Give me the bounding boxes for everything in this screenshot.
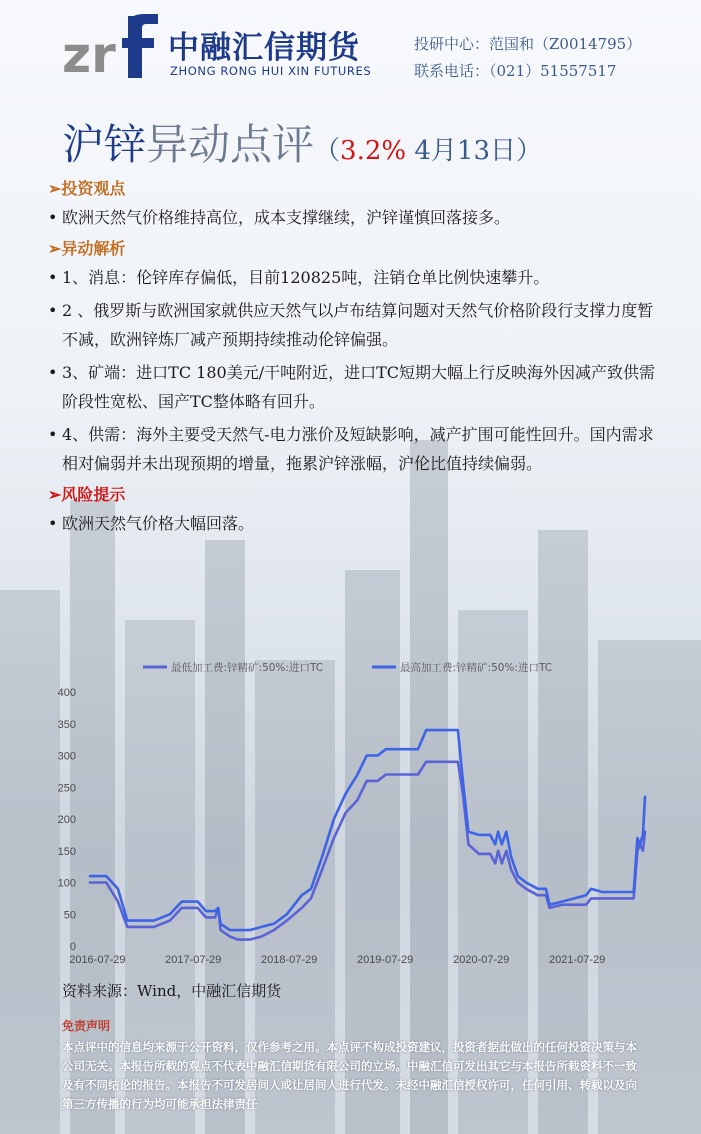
disclaimer-title: 免责声明 bbox=[62, 1019, 111, 1033]
y-tick-label: 100 bbox=[57, 877, 76, 890]
section-head-view: ➢投资观点 bbox=[48, 179, 126, 198]
y-tick-label: 250 bbox=[57, 782, 76, 795]
risk-item: • 欧洲天然气价格大幅回落。 bbox=[48, 509, 658, 538]
y-tick-label: 400 bbox=[57, 687, 76, 699]
company-name-en: ZHONG RONG HUI XIN FUTURES bbox=[170, 64, 372, 78]
disclaimer-text: 本点评中的信息均来源于公开资料，仅作参考之用。本点评不构成投资建议，投资者据此做出的任何投资决策与本公司无关。本报告所载的观点不代表中融汇信期货有限公司的立场。中融汇信可发出其它与本报告所载资料不一致及有不同结论的报告。本报告不可发居间人或让居间人进行代发。未经中融汇信授权许可，任何引用、转载以及向第三方传播的行为均可能承担法律责任 bbox=[62, 1040, 637, 1111]
series-line-min-tc bbox=[90, 762, 645, 940]
legend-label: 最高加工费:锌精矿:50%:进口TC bbox=[400, 662, 553, 674]
tc-line-chart bbox=[40, 648, 660, 978]
title-percent-change: 3.2% bbox=[340, 136, 407, 166]
section-head-risk: ➢风险提示 bbox=[48, 485, 126, 504]
view-item: • 欧洲天然气价格维持高位，成本支撑继续，沪锌谨慎回落接多。 bbox=[48, 203, 658, 232]
analysis-item: • 1、消息：伦锌库存偏低，目前120825吨，注销仓单比例快速攀升。 bbox=[48, 263, 658, 292]
x-tick-label: 2018-07-29 bbox=[261, 954, 318, 966]
title-paren-open: （ bbox=[314, 136, 341, 166]
x-tick-label: 2016-07-29 bbox=[69, 954, 126, 966]
page-title bbox=[62, 112, 542, 172]
y-tick-label: 150 bbox=[57, 845, 76, 858]
company-logo-icon bbox=[62, 14, 162, 80]
y-tick-label: 350 bbox=[57, 718, 76, 731]
x-tick-label: 2020-07-29 bbox=[453, 954, 510, 966]
analysis-item: • 2 、俄罗斯与欧洲国家就供应天然气以卢布结算问题对天然气价格阶段行支撑力度暂不减，欧洲锌炼厂减产预期持续推动伦锌偏强。 bbox=[48, 296, 658, 354]
section-head-analysis: ➢异动解析 bbox=[48, 239, 126, 258]
analysis-item: • 4、供需：海外主要受天然气-电力涨价及短缺影响，减产扩围可能性回升。国内需求相对偏弱并未出现预期的增量，拖累沪锌涨幅，沪伦比值持续偏弱。 bbox=[48, 420, 658, 478]
tc-chart bbox=[40, 648, 660, 978]
contact-phone: 联系电话：（021）51557517 bbox=[414, 62, 617, 80]
contact-analyst: 投研中心：范国和（Z0014795） bbox=[414, 35, 642, 53]
series-line-max-tc bbox=[90, 730, 645, 930]
y-tick-label: 300 bbox=[57, 750, 76, 763]
analysis-item: • 3、矿端：进口TC 180美元/干吨附近，进口TC短期大幅上行反映海外因减产致供需阶段性宽松、国产TC整体略有回升。 bbox=[48, 358, 658, 416]
data-source: 资料来源：Wind，中融汇信期货 bbox=[62, 982, 282, 1000]
x-tick-label: 2021-07-29 bbox=[549, 954, 606, 966]
y-tick-label: 0 bbox=[69, 941, 76, 953]
header bbox=[0, 0, 701, 100]
report-content bbox=[48, 172, 658, 542]
title-date: 4月13日） bbox=[406, 136, 543, 166]
y-tick-label: 200 bbox=[57, 814, 76, 826]
legend-label: 最低加工费:锌精矿:50%:进口TC bbox=[171, 662, 324, 674]
title-sub: 异动点评 bbox=[146, 120, 315, 169]
title-main: 沪锌 bbox=[62, 120, 147, 169]
svg-text:zr: zr bbox=[62, 26, 116, 80]
y-tick-label: 50 bbox=[63, 909, 76, 922]
company-name-cn: 中融汇信期货 bbox=[168, 30, 360, 66]
x-tick-label: 2019-07-29 bbox=[356, 954, 414, 966]
x-tick-label: 2017-07-29 bbox=[165, 954, 222, 966]
